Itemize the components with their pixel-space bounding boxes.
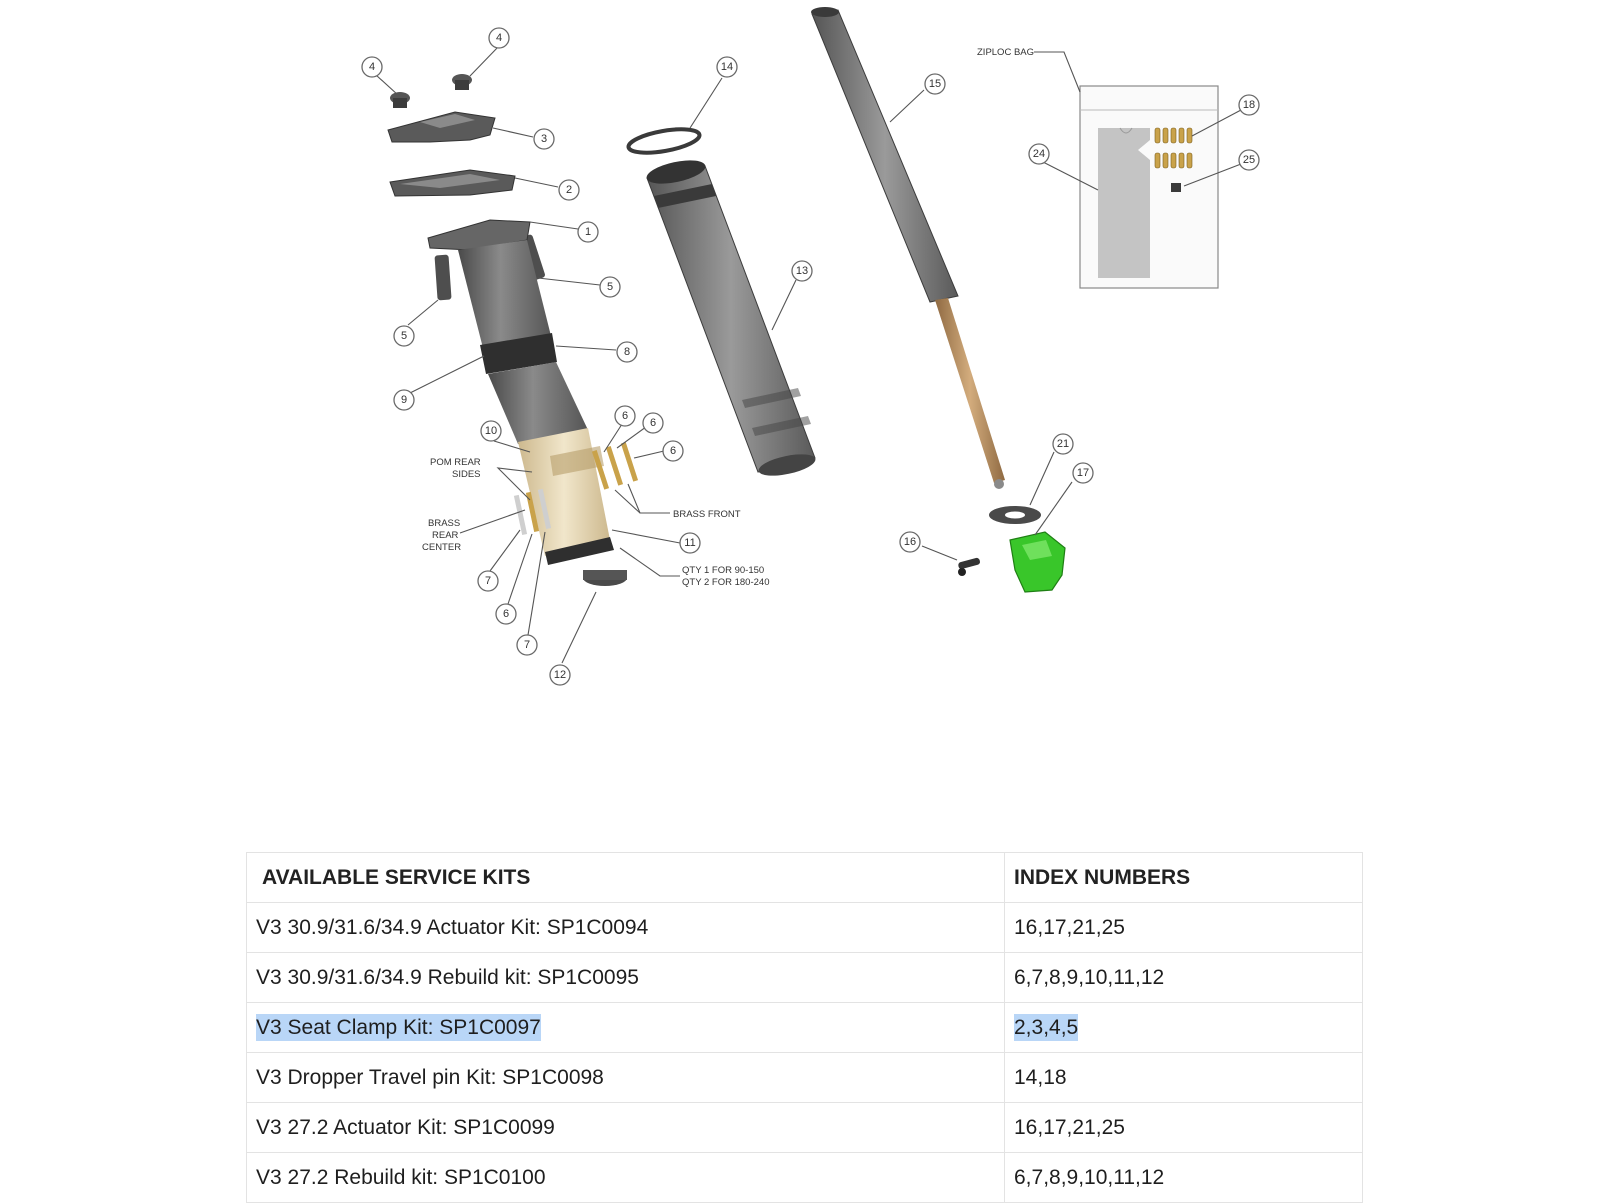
svg-text:14: 14	[720, 61, 734, 73]
index-numbers: 6,7,8,9,10,11,12	[1014, 965, 1165, 989]
svg-text:25: 25	[1242, 154, 1256, 166]
svg-text:11: 11	[684, 537, 696, 549]
callout-9	[394, 390, 414, 410]
index-numbers-cell	[1005, 1003, 1363, 1053]
table-row	[247, 953, 1363, 1003]
callout-6b	[643, 413, 663, 433]
kit-name-selected[interactable]: V3 Seat Clamp Kit: SP1C0097	[256, 1015, 541, 1039]
svg-text:10: 10	[484, 425, 498, 437]
callout-8	[617, 342, 637, 362]
svg-text:6: 6	[502, 608, 510, 620]
callout-3	[534, 129, 554, 149]
kit-name-cell	[247, 903, 1005, 953]
kit-name: V3 30.9/31.6/34.9 Rebuild kit: SP1C0095	[256, 965, 639, 989]
svg-text:6: 6	[649, 417, 657, 429]
callout-5a	[600, 277, 620, 297]
callout-10	[481, 421, 501, 441]
svg-text:24: 24	[1032, 148, 1046, 160]
kit-name: V3 27.2 Actuator Kit: SP1C0099	[256, 1115, 555, 1139]
label-qty-1: QTY 1 FOR 90-150	[682, 565, 765, 576]
table-header-row	[247, 853, 1363, 903]
callout-6a	[615, 406, 635, 426]
label-brass-front: BRASS FRONT	[673, 509, 741, 520]
table-row	[247, 1103, 1363, 1153]
kit-name: V3 27.2 Rebuild kit: SP1C0100	[256, 1165, 546, 1189]
index-numbers-cell	[1005, 1153, 1363, 1203]
callout-6c	[663, 441, 683, 461]
callout-4a	[362, 57, 382, 77]
callout-13	[792, 261, 812, 281]
kit-name: V3 30.9/31.6/34.9 Actuator Kit: SP1C0094	[256, 915, 649, 939]
callout-5b	[394, 326, 414, 346]
table-row-highlighted	[247, 1003, 1363, 1053]
header-index-numbers: INDEX NUMBERS	[1005, 853, 1363, 903]
svg-text:8: 8	[623, 346, 631, 358]
index-numbers-cell	[1005, 1103, 1363, 1153]
index-numbers-cell	[1005, 903, 1363, 953]
kit-name-cell	[247, 1153, 1005, 1203]
callout-11	[680, 533, 700, 553]
table-row	[247, 1053, 1363, 1103]
callout-18	[1239, 95, 1259, 115]
index-numbers: 6,7,8,9,10,11,12	[1014, 1165, 1165, 1189]
svg-text:18: 18	[1242, 99, 1256, 111]
callout-15	[925, 74, 945, 94]
svg-text:4: 4	[368, 61, 376, 73]
callout-12	[550, 665, 570, 685]
kit-name-cell	[247, 1053, 1005, 1103]
svg-text:7: 7	[484, 575, 492, 587]
callout-2	[559, 180, 579, 200]
index-numbers-cell	[1005, 953, 1363, 1003]
label-pom-rear-sides-1: POM REAR	[430, 457, 481, 468]
svg-text:4: 4	[495, 32, 503, 44]
kit-name-cell	[247, 1003, 1005, 1053]
svg-text:6: 6	[621, 410, 629, 422]
index-numbers-cell	[1005, 1053, 1363, 1103]
svg-text:6: 6	[669, 445, 677, 457]
label-brass-rear-center-2: REAR	[432, 530, 459, 541]
callout-21	[1053, 434, 1073, 454]
label-brass-rear-center-1: BRASS	[428, 518, 461, 529]
svg-text:17: 17	[1076, 467, 1090, 479]
index-numbers: 16,17,21,25	[1014, 1115, 1125, 1139]
kit-name: V3 Dropper Travel pin Kit: SP1C0098	[256, 1065, 604, 1089]
kit-name-cell	[247, 1103, 1005, 1153]
index-numbers: 16,17,21,25	[1014, 915, 1125, 939]
table-row	[247, 903, 1363, 953]
svg-text:12: 12	[553, 669, 567, 681]
label-pom-rear-sides-2: SIDES	[452, 469, 481, 480]
svg-text:2: 2	[565, 184, 573, 196]
ziploc-bag	[1080, 86, 1218, 288]
svg-text:9: 9	[400, 394, 408, 406]
callout-17	[1073, 463, 1093, 483]
svg-text:5: 5	[606, 281, 614, 293]
service-kits-table	[246, 852, 1363, 1203]
svg-text:3: 3	[540, 133, 548, 145]
callout-1	[578, 222, 598, 242]
index-numbers-selected[interactable]: 2,3,4,5	[1014, 1015, 1079, 1039]
svg-text:5: 5	[400, 330, 408, 342]
svg-text:15: 15	[928, 78, 942, 90]
callout-14	[717, 57, 737, 77]
callout-25	[1239, 150, 1259, 170]
label-ziploc-bag: ZIPLOC BAG	[977, 47, 1035, 58]
callout-24	[1029, 144, 1049, 164]
header-available-service-kits: AVAILABLE SERVICE KITS	[247, 853, 1005, 903]
callout-4b	[489, 28, 509, 48]
callout-6d	[496, 604, 516, 624]
index-numbers: 14,18	[1014, 1065, 1067, 1089]
label-brass-rear-center-3: CENTER	[422, 542, 462, 553]
table-row	[247, 1153, 1363, 1203]
callout-7a	[478, 571, 498, 591]
svg-text:1: 1	[584, 226, 592, 238]
cartridge-group	[811, 7, 1005, 489]
actuator-group	[958, 506, 1065, 592]
kit-name-cell	[247, 953, 1005, 1003]
label-qty-2: QTY 2 FOR 180-240	[682, 577, 770, 588]
svg-text:7: 7	[523, 639, 531, 651]
callout-16	[900, 532, 920, 552]
callout-7b	[517, 635, 537, 655]
svg-text:21: 21	[1056, 438, 1070, 450]
svg-text:16: 16	[903, 536, 917, 548]
svg-text:13: 13	[795, 265, 809, 277]
